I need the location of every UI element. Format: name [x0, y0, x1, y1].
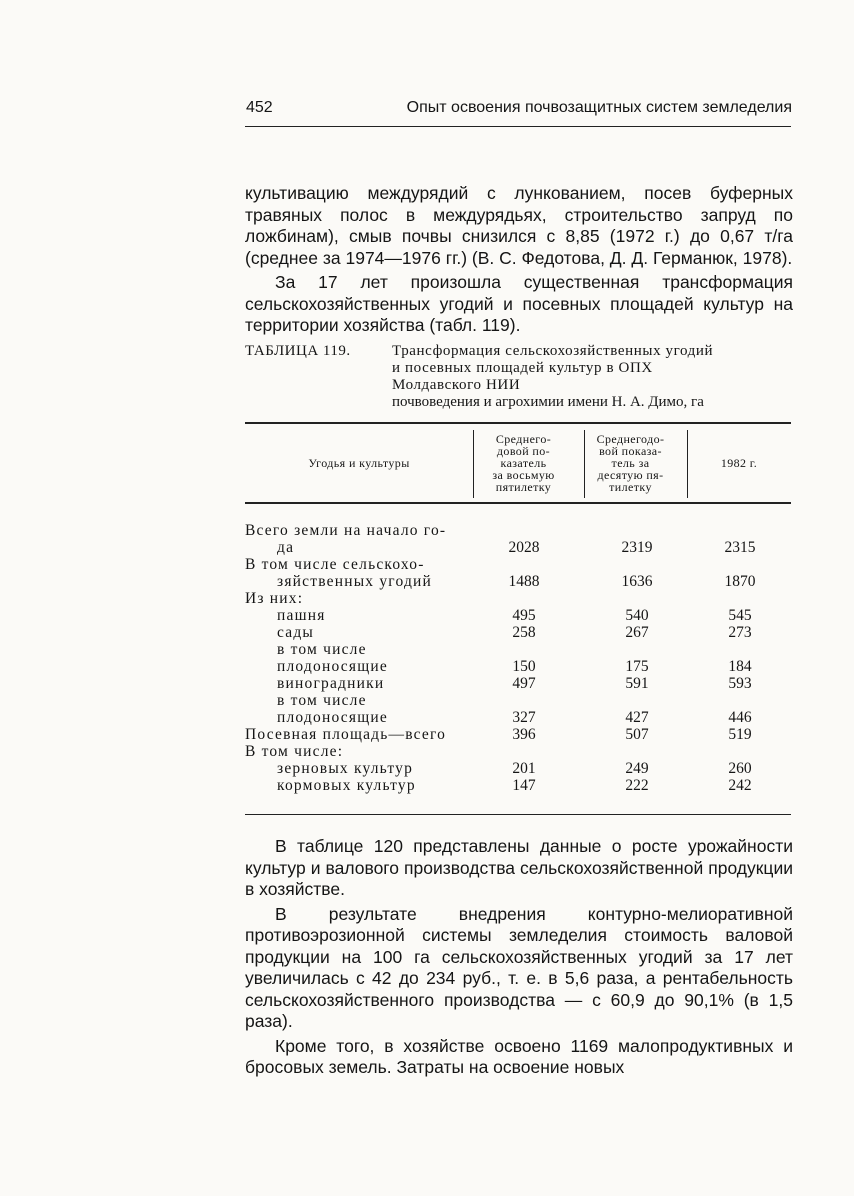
outro-text: [245, 836, 793, 1079]
table-row: [245, 573, 791, 590]
table-row: [245, 760, 791, 777]
caption-line: Молдавского НИИ: [392, 377, 521, 393]
row-label: в том числе: [277, 641, 367, 658]
row-value: 1870: [724, 573, 756, 590]
header-text: тель за: [611, 455, 650, 470]
row-label: плодоносящие: [277, 658, 388, 675]
row-value: 545: [728, 607, 752, 624]
row-value: 593: [728, 675, 752, 692]
row-value: 273: [728, 624, 752, 641]
row-label: в том числе: [277, 692, 367, 709]
table-row: [245, 658, 791, 675]
table-row: [245, 641, 791, 658]
row-value: 2028: [508, 539, 540, 556]
table-bottom-rule: [245, 814, 791, 815]
row-label: Из них:: [245, 590, 304, 607]
table-row: [245, 675, 791, 692]
row-label: сады: [277, 624, 315, 641]
row-label: Всего земли на начало го-: [245, 522, 447, 539]
paragraph: За 17 лет произошла существенная трансформация сельскохозяйственных угодий и посевных площадей культур на территории хозяйства (табл. 119).: [245, 272, 793, 335]
row-value: 201: [512, 760, 536, 777]
row-value: 495: [512, 607, 536, 624]
row-value: 497: [512, 675, 536, 692]
table-row: [245, 556, 791, 573]
row-label: пашня: [277, 607, 326, 624]
running-title: Опыт освоения почвозащитных систем земледелия: [406, 99, 792, 116]
table-header: [245, 425, 791, 500]
row-label: да: [277, 539, 295, 556]
table-row: [245, 777, 791, 794]
row-value: 591: [625, 675, 649, 692]
header-text: за восьмую: [492, 467, 555, 482]
header-text: Среднего-: [495, 431, 552, 446]
row-label: В том числе сельскохо-: [245, 556, 425, 573]
table-row: [245, 692, 791, 709]
header-text: десятую пя-: [597, 467, 664, 482]
row-value: 260: [728, 760, 752, 777]
header-text: довой по-: [496, 443, 551, 458]
row-value: 540: [625, 607, 649, 624]
row-value: 446: [728, 709, 752, 726]
row-value: 1636: [621, 573, 653, 590]
row-value: 2319: [621, 539, 653, 556]
row-value: 427: [625, 709, 649, 726]
table-row: [245, 624, 791, 641]
row-value: 150: [512, 658, 536, 675]
table-row: [245, 709, 791, 726]
table-label: ТАБЛИЦА 119.: [245, 343, 351, 359]
table-row: [245, 590, 791, 607]
table-row: [245, 539, 791, 556]
header-cell: [574, 425, 687, 500]
row-label: виноградники: [277, 675, 385, 692]
row-value: 267: [625, 624, 649, 641]
row-value: 222: [625, 777, 649, 794]
header-cell: [687, 425, 791, 500]
header-text: Угодья и культуры: [308, 455, 410, 470]
header-text: тилетку: [609, 479, 652, 494]
table-row: [245, 743, 791, 760]
row-value: 242: [728, 777, 752, 794]
table-body: [245, 522, 791, 794]
table-row: [245, 726, 791, 743]
column-divider: [473, 430, 474, 498]
paragraph: В таблице 120 представлены данные о росте урожайности культур и валового производства сельскохозяйственной продукции в хозяйстве.: [245, 836, 793, 899]
page-number: 452: [246, 99, 273, 116]
paragraph: В результате внедрения контурно-мелиоративной противоэрозионной системы земледелия стоимость валовой продукции на 100 га сельскохозяйственных угодий за 17 лет увеличилась с 42 до 234 руб., т. е. в 5,6 раза, а рентабельность сельскохозяйственного производства — с 60,9 до 90,1% (в 1,5 раза).: [245, 903, 793, 1031]
column-divider: [687, 430, 688, 498]
table-title: [392, 343, 792, 411]
table-header-rule: [245, 502, 791, 504]
header-rule: [245, 126, 791, 127]
column-divider: [584, 430, 585, 498]
row-value: 249: [625, 760, 649, 777]
paragraph: культивацию междурядий с лункованием, посев буферных травяных полос в междурядьях, строительство запруд по ложбинам), смыв почвы снизился с 8,85 (1972 г.) до 0,67 т/га (среднее за 1974—1976 гг.) (В. С. Федотова, Д. Д. Германюк, 1978).: [245, 183, 793, 268]
header-text: казатель: [500, 455, 547, 470]
header-text: 1982 г.: [720, 455, 758, 470]
header-text: Среднегодо-: [596, 431, 665, 446]
row-value: 519: [728, 726, 752, 743]
row-label: плодоносящие: [277, 709, 388, 726]
table-row: [245, 522, 791, 539]
row-label: кормовых культур: [277, 777, 416, 794]
table-top-rule: [245, 422, 791, 424]
intro-text: [245, 183, 793, 337]
caption-line: и посевных площадей культур в ОПХ: [392, 360, 653, 376]
header-text: вой показа-: [599, 443, 662, 458]
row-value: 2315: [724, 539, 756, 556]
row-label: зяйственных угодий: [277, 573, 433, 590]
caption-line: Трансформация сельскохозяйственных угодий: [392, 343, 714, 359]
table-row: [245, 607, 791, 624]
header-cell: [245, 425, 473, 500]
paragraph: Кроме того, в хозяйстве освоено 1169 малопродуктивных и бросовых земель. Затраты на освоение новых: [245, 1035, 793, 1077]
row-value: 507: [625, 726, 649, 743]
row-value: 327: [512, 709, 536, 726]
caption-line: почвоведения и агрохимии имени Н. А. Димо, га: [392, 394, 704, 410]
header-text: пятилетку: [495, 479, 552, 494]
row-value: 258: [512, 624, 536, 641]
row-value: 184: [728, 658, 752, 675]
row-label: Посевная площадь—всего: [245, 726, 447, 743]
row-value: 175: [625, 658, 649, 675]
row-value: 147: [512, 777, 536, 794]
row-value: 396: [512, 726, 536, 743]
row-label: В том числе:: [245, 743, 344, 760]
row-value: 1488: [508, 573, 540, 590]
row-label: зерновых культур: [277, 760, 414, 777]
header-cell: [473, 425, 574, 500]
